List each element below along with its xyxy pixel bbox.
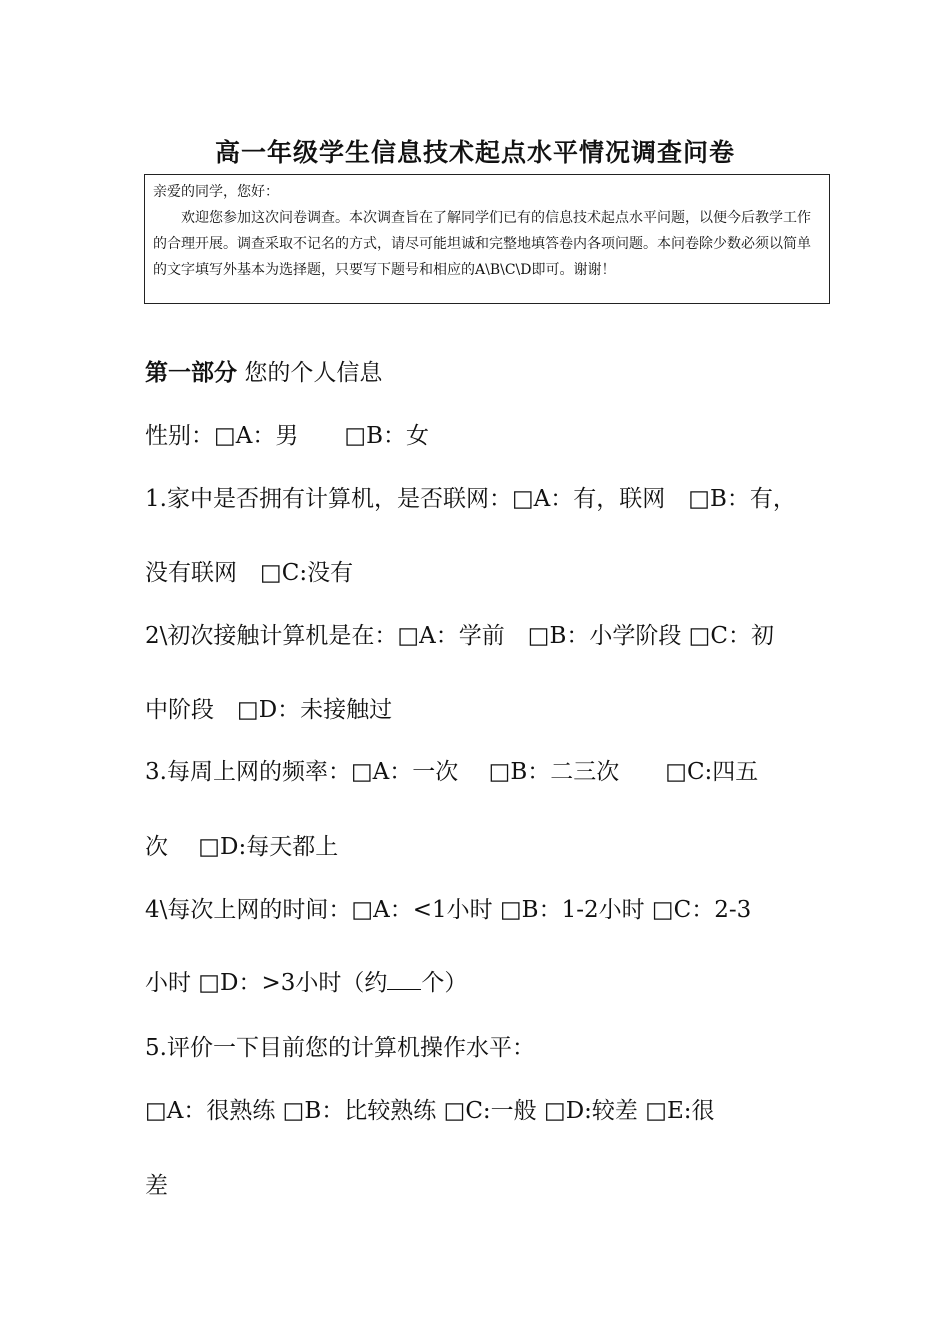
- intro-box: [144, 174, 830, 304]
- question-4-cont-end: 个）: [421, 970, 468, 996]
- section-subheading: 您的个人信息: [244, 360, 383, 386]
- gender-question: 性别：□A：男 □B：女: [145, 423, 429, 449]
- question-3-cont: 次 □D:每天都上: [145, 834, 339, 860]
- question-2: 2\初次接触计算机是在：□A：学前 □B：小学阶段 □C：初: [145, 623, 774, 649]
- section-number: 第一部分: [145, 359, 237, 386]
- question-3: 3.每周上网的频率：□A：一次 □B：二三次 □C:四五: [145, 759, 759, 785]
- question-1-cont: 没有联网 □C:没有: [145, 560, 354, 586]
- fill-blank[interactable]: [387, 969, 421, 990]
- question-4-cont-text: 小时 □D：>3小时（约: [145, 970, 388, 996]
- section-heading: [145, 358, 382, 388]
- question-4: 4\每次上网的时间：□A：<1小时 □B：1-2小时 □C：2-3: [145, 897, 752, 923]
- question-5-options-cont: 差: [145, 1173, 168, 1199]
- question-1: 1.家中是否拥有计算机，是否联网：□A：有，联网 □B：有，: [145, 486, 796, 512]
- intro-body: 欢迎您参加这次问卷调查。本次调查旨在了解同学们已有的信息技术起点水平问题，以便今后教学工作的合理开展。调查采取不记名的方式，请尽可能坦诚和完整地填答卷内各项问题。本问卷除少数必须以简单的文字填写外基本为选择题，只要写下题号和相应的A\B\C\D即可。谢谢！: [153, 210, 811, 278]
- question-4-cont: [145, 968, 467, 998]
- page-title: 高一年级学生信息技术起点水平情况调查问卷: [214, 138, 735, 167]
- question-5: 5.评价一下目前您的计算机操作水平：: [145, 1035, 535, 1061]
- intro-greeting: 亲爱的同学，您好：: [153, 184, 279, 200]
- question-2-cont: 中阶段 □D：未接触过: [145, 697, 393, 723]
- question-5-options: □A：很熟练 □B：比较熟练 □C:一般 □D:较差 □E:很: [145, 1098, 715, 1124]
